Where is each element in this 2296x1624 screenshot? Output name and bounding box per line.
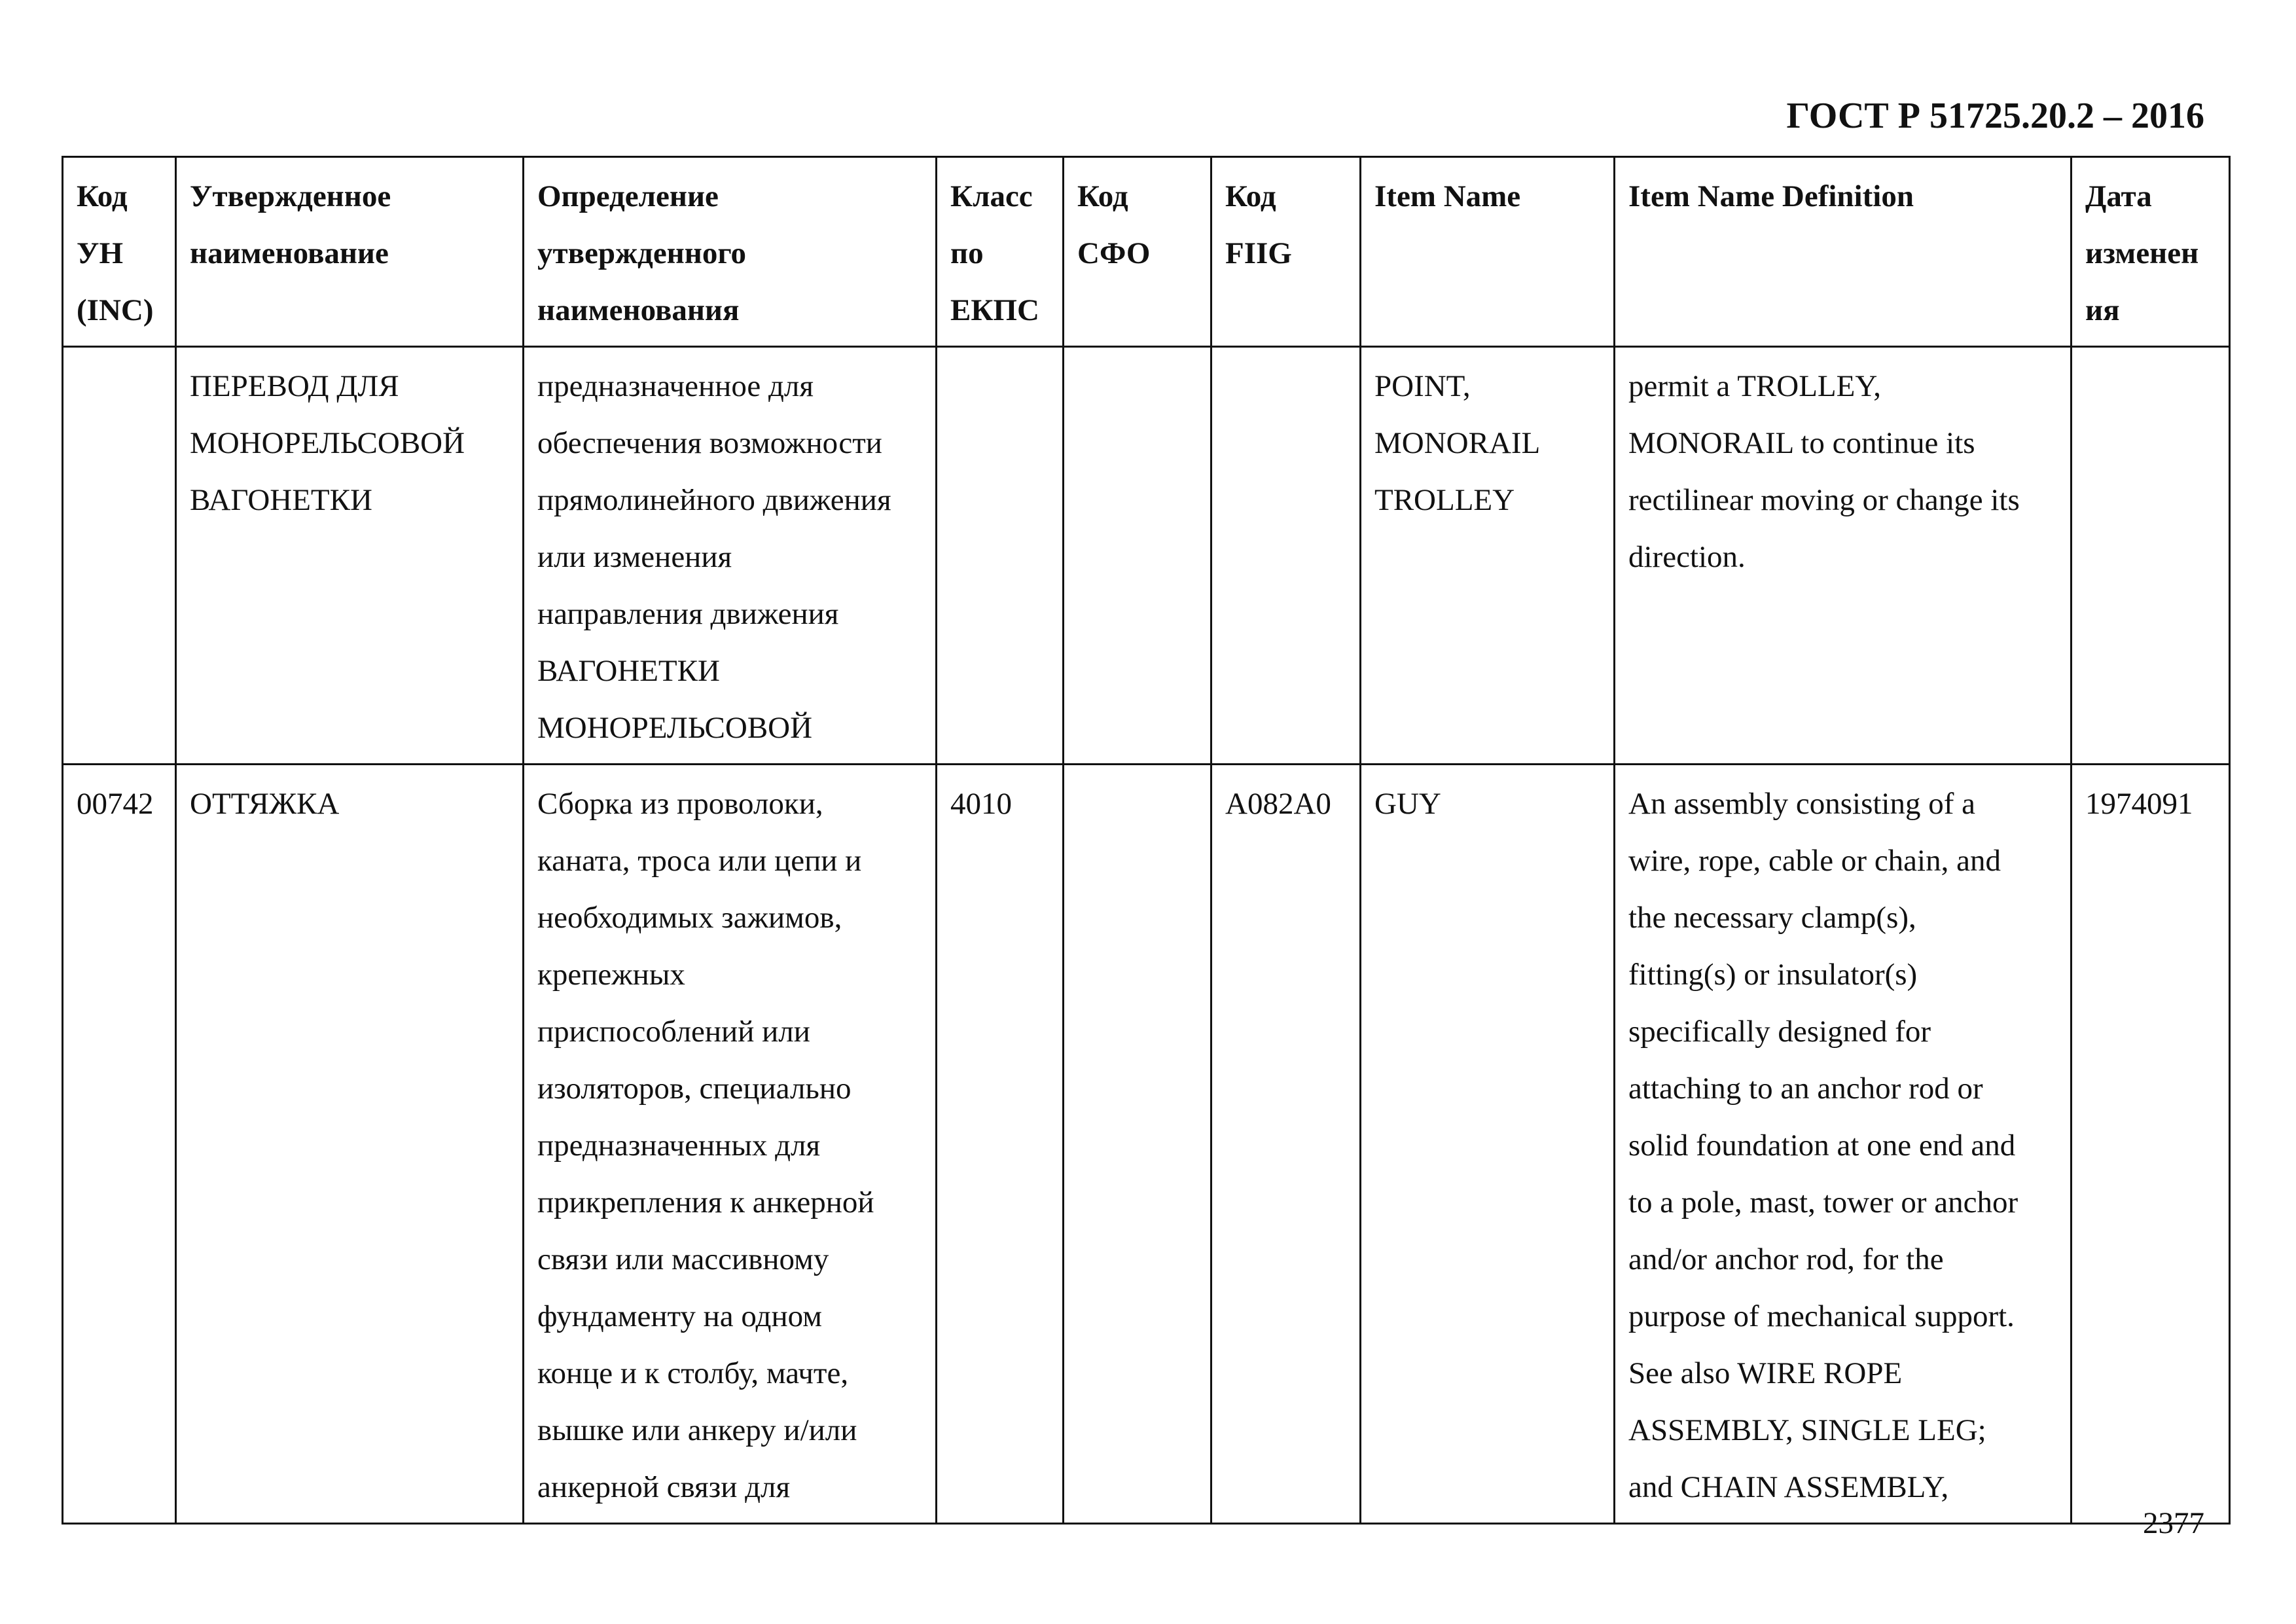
text-line: предназначенное для [537,369,814,403]
text-line: Сборка из проволоки, [537,787,823,821]
text-line: attaching to an anchor rod or [1628,1072,1983,1106]
header-date-changed [2072,157,2230,347]
text-line: вышке или анкеру и/или [537,1413,857,1447]
cell-fiig [1211,765,1361,1524]
text-line: rectilinear moving or change its [1628,483,2020,517]
text-line: анкерной связи для [537,1470,791,1504]
text-line: прикрепления к анкерной [537,1185,874,1219]
text-line: An assembly consisting of a [1628,787,1975,821]
text-line: наименование [190,236,389,270]
item-name-table [62,156,2231,1525]
text-line: the necessary clamp(s), [1628,901,1916,935]
cell-fiig [1211,347,1361,765]
text-line: GUY [1374,787,1441,821]
text-line: МОНОРЕЛЬСОВОЙ [537,711,813,745]
page-number: 2377 [2143,1506,2204,1540]
text-line: по [950,236,984,270]
text-line: обеспечения возможности [537,426,882,460]
text-line: Item Name Definition [1628,179,1914,213]
cell-item-name [1361,347,1615,765]
cell-date [2072,765,2230,1524]
text-line: Код [77,179,128,213]
document-header: ГОСТ Р 51725.20.2 – 2016 [1786,96,2204,136]
cell-class [937,765,1064,1524]
text-line: A082A0 [1225,787,1331,821]
header-class [937,157,1064,347]
text-line: TROLLEY [1374,483,1515,517]
text-line: and/or anchor rod, for the [1628,1242,1944,1276]
text-line: 1974091 [2085,787,2193,821]
header-item-name [1361,157,1615,347]
text-line: to a pole, mast, tower or anchor [1628,1185,2018,1219]
text-line: Код [1077,179,1128,213]
text-line: прямолинейного движения [537,483,891,517]
text-line: приспособлений или [537,1015,810,1049]
text-line: Item Name [1374,179,1521,213]
text-line: ЕКПС [950,293,1039,327]
cell-date [2072,347,2230,765]
cell-inc [63,765,176,1524]
text-line: 00742 [77,787,154,821]
cell-definition [524,765,937,1524]
text-line: связи или массивному [537,1242,829,1276]
text-line: изменен [2085,236,2199,270]
text-line: solid foundation at one end and [1628,1128,2016,1163]
cell-sfo [1064,347,1211,765]
cell-item-name [1361,765,1615,1524]
text-line: конце и к столбу, мачте, [537,1356,849,1390]
header-approved-name [176,157,524,347]
cell-inc [63,347,176,765]
text-line: МОНОРЕЛЬСОВОЙ [190,426,465,460]
header-fiig [1211,157,1361,347]
text-line: предназначенных для [537,1128,821,1163]
cell-class [937,347,1064,765]
text-line: ВАГОНЕТКИ [190,483,372,517]
text-line: или изменения [537,540,732,574]
text-line: purpose of mechanical support. [1628,1299,2015,1333]
text-line: and CHAIN ASSEMBLY, [1628,1470,1949,1504]
text-line: permit a TROLLEY, [1628,369,1881,403]
text-line: СФО [1077,236,1151,270]
header-inc [63,157,176,347]
text-line: Класс [950,179,1033,213]
text-line: УН [77,236,124,270]
text-line: FIIG [1225,236,1292,270]
text-line: ASSEMBLY, SINGLE LEG; [1628,1413,1986,1447]
text-line: каната, троса или цепи и [537,844,862,878]
text-line: утвержденного [537,236,747,270]
text-line: Утвержденное [190,179,391,213]
text-line: ВАГОНЕТКИ [537,654,720,688]
text-line: фундаменту на одном [537,1299,822,1333]
text-line: MONORAIL to continue its [1628,426,1975,460]
table-row [63,347,2230,765]
text-line: направления движения [537,597,839,631]
text-line: Дата [2085,179,2152,213]
cell-item-definition [1615,347,2072,765]
cell-approved-name [176,347,524,765]
text-line: MONORAIL [1374,426,1541,460]
text-line: ия [2085,293,2120,327]
text-line: ПЕРЕВОД ДЛЯ [190,369,399,403]
text-line: See also WIRE ROPE [1628,1356,1903,1390]
text-line: direction. [1628,540,1746,574]
text-line: изоляторов, специально [537,1072,852,1106]
text-line: wire, rope, cable or chain, and [1628,844,2001,878]
text-line: specifically designed for [1628,1015,1931,1049]
text-line: 4010 [950,787,1012,821]
text-line: наименования [537,293,740,327]
cell-item-definition [1615,765,2072,1524]
text-line: (INC) [77,293,154,327]
header-item-name-definition [1615,157,2072,347]
text-line: POINT, [1374,369,1471,403]
text-line: необходимых зажимов, [537,901,842,935]
cell-definition [524,347,937,765]
table-header-row [63,157,2230,347]
text-line: Код [1225,179,1276,213]
text-line: крепежных [537,958,685,992]
text-line: ОТТЯЖКА [190,787,340,821]
header-definition [524,157,937,347]
text-line: fitting(s) or insulator(s) [1628,958,1918,992]
cell-approved-name [176,765,524,1524]
text-line: Определение [537,179,719,213]
header-sfo [1064,157,1211,347]
cell-sfo [1064,765,1211,1524]
table-row [63,765,2230,1524]
